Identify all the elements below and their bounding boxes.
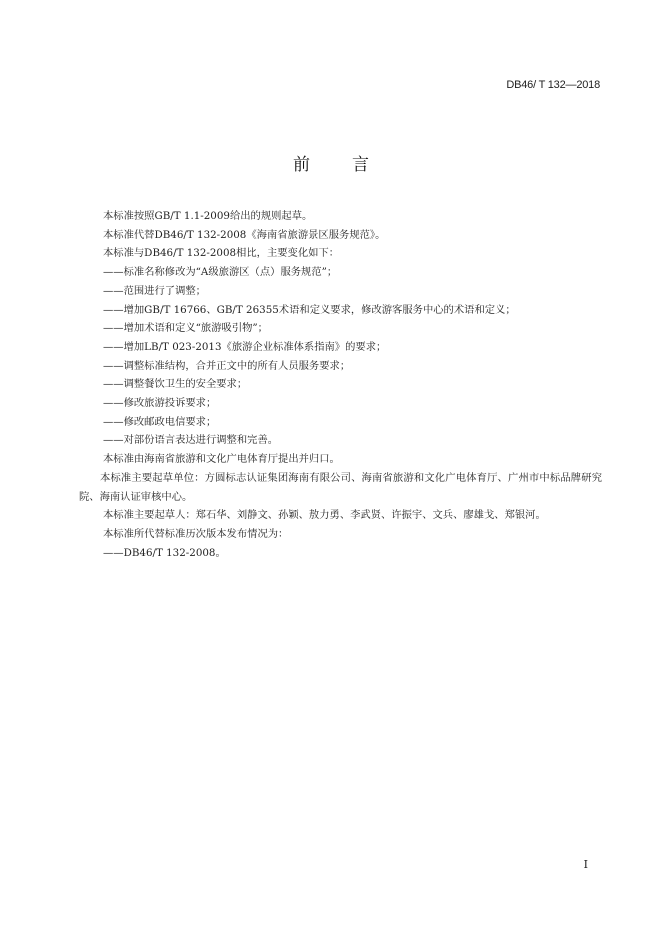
change-item: ——增加LB/T 023-2013《旅游企业标准体系指南》的要求； [103, 340, 387, 353]
title-char-1: 前 [293, 155, 310, 175]
change-item: ——调整餐饮卫生的安全要求； [103, 378, 248, 391]
drafters-paragraph: 本标准主要起草人：郑石华、刘静文、孙颖、敖力勇、李武贤、许振宇、文兵、廖雄戈、郑银河。 [103, 509, 546, 522]
change-item: ——范围进行了调整； [103, 284, 206, 297]
paragraph: 本标准所代替标准历次版本发布情况为： [103, 527, 289, 540]
change-item: ——对部份语言表达进行调整和完善。 [103, 434, 279, 447]
paragraph: 本标准与DB46/T 132-2008相比，主要变化如下： [103, 247, 340, 260]
paragraph: 本标准按照GB/T 1.1-2009给出的规则起草。 [103, 210, 313, 222]
title-char-2: 言 [352, 155, 369, 175]
page-number: I [583, 858, 588, 871]
change-item: ——增加术语和定义“旅游吸引物”； [103, 322, 268, 335]
foreword-body [79, 207, 602, 562]
drafting-units-paragraph: 本标准主要起草单位：方圆标志认证集团海南有限公司、海南省旅游和文化广电体育厅、广州市中标品牌研究院、海南认证审核中心。 [79, 471, 602, 503]
change-item: ——调整标准结构，合并正文中的所有人员服务要求； [103, 359, 351, 372]
page-title [0, 150, 662, 175]
change-item: ——修改邮政电信要求； [103, 415, 217, 428]
change-item: ——增加GB/T 16766、GB/T 26355术语和定义要求，修改游客服务中心的术语和定义； [103, 303, 516, 316]
version-item: ——DB46/T 132-2008。 [103, 546, 226, 559]
paragraph: 本标准由海南省旅游和文化广电体育厅提出并归口。 [103, 453, 340, 466]
document-code: DB46/ T 132—2018 [506, 79, 600, 91]
change-item: ——标准名称修改为“A级旅游区（点）服务规范”； [103, 266, 338, 279]
change-item: ——修改旅游投诉要求； [103, 397, 217, 410]
paragraph: 本标准代替DB46/T 132-2008《海南省旅游景区服务规范》。 [103, 228, 386, 241]
